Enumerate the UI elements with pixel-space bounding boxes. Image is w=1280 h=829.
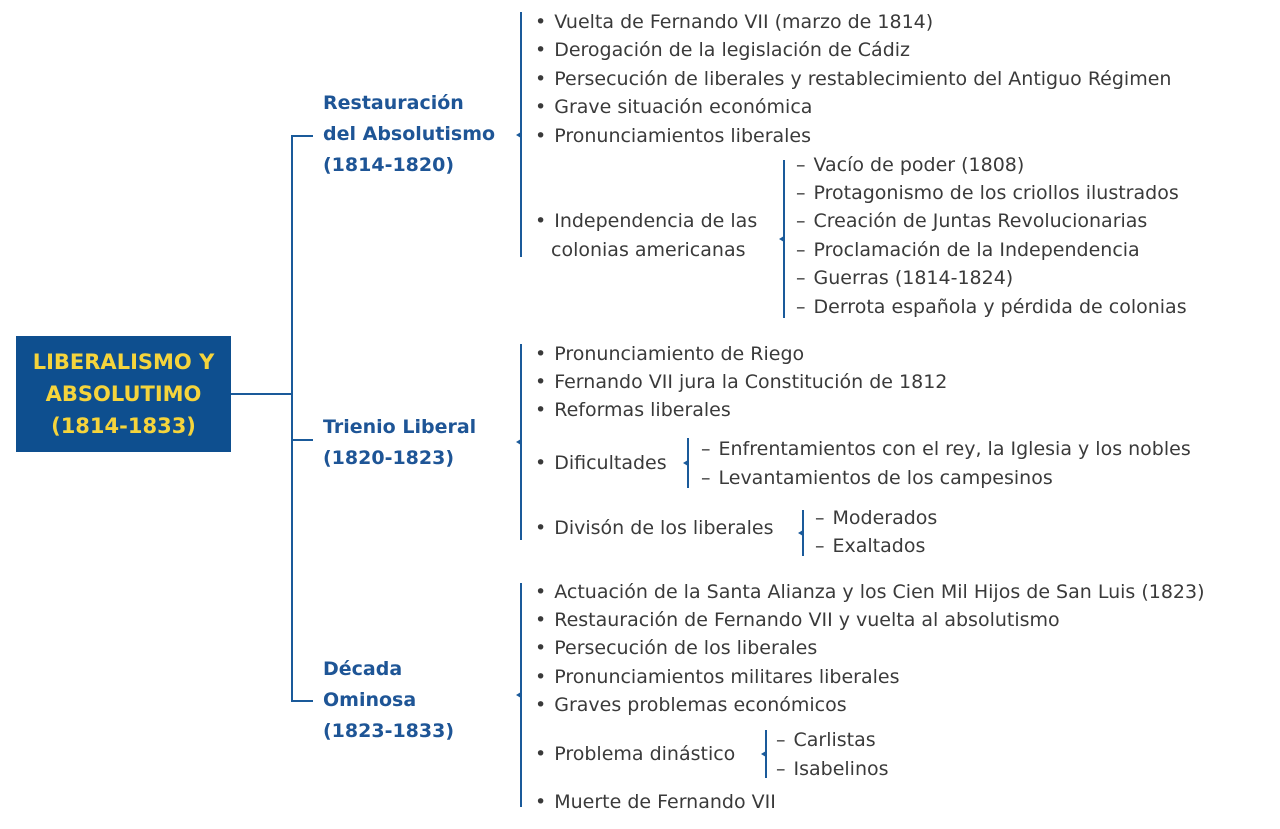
independencia-brace — [783, 160, 785, 318]
branch-1-connector — [291, 135, 313, 137]
list-item: • Persecución de liberales y restablecimiento del Antiguo Régimen — [535, 65, 1171, 93]
list-item: • Derogación de la legislación de Cádiz — [535, 36, 910, 64]
list-item: • Fernando VII jura la Constitución de 1812 — [535, 368, 947, 396]
sub-item: – Moderados — [815, 504, 937, 532]
sub-item: – Protagonismo de los criollos ilustrados — [796, 179, 1179, 207]
list-item: • Grave situación económica — [535, 93, 812, 121]
list-item: • Persecución de los liberales — [535, 634, 817, 662]
period-1-title-1: Restauración — [323, 92, 464, 114]
sub-item: – Guerras (1814-1824) — [796, 264, 1013, 292]
sub-item: – Carlistas — [776, 726, 876, 754]
group-label-division: • Divisón de los liberales — [535, 514, 774, 542]
period-2-title-2: (1820-1823) — [323, 447, 455, 469]
period-3-brace — [520, 583, 522, 807]
period-2-brace — [520, 344, 522, 540]
list-item: • Actuación de la Santa Alianza y los Cien Mil Hijos de San Luis (1823) — [535, 578, 1205, 606]
division-brace — [802, 510, 804, 556]
period-3-title-2: Ominosa — [323, 689, 417, 711]
group-label-independencia-2: colonias americanas — [551, 239, 746, 261]
group-label-problema-dinastico: • Problema dinástico — [535, 740, 735, 768]
list-item: • Restauración de Fernando VII y vuelta al absolutismo — [535, 606, 1060, 634]
list-item: • Reformas liberales — [535, 396, 731, 424]
list-item: • Pronunciamientos militares liberales — [535, 663, 899, 691]
period-3-title-1: Década — [323, 658, 403, 680]
group-label-dificultades: • Dificultades — [535, 449, 667, 477]
root-line-3: (1814-1833) — [51, 414, 196, 438]
sub-item: – Isabelinos — [776, 755, 889, 783]
period-2-title-1: Trienio Liberal — [323, 416, 477, 438]
dinastico-brace — [765, 730, 767, 778]
sub-item: – Derrota española y pérdida de colonias — [796, 293, 1187, 321]
group-label-independencia-1: • Independencia de las — [535, 207, 757, 235]
root-connector — [231, 393, 293, 395]
list-item: • Muerte de Fernando VII — [535, 788, 776, 816]
sub-item: – Vacío de poder (1808) — [796, 151, 1024, 179]
sub-item: – Exaltados — [815, 532, 925, 560]
root-box — [16, 336, 231, 452]
sub-item: – Proclamación de la Independencia — [796, 236, 1140, 264]
root-line-1: LIBERALISMO Y — [32, 350, 215, 374]
period-1-title-2: del Absolutismo — [323, 123, 496, 145]
period-1-title-3: (1814-1820) — [323, 154, 455, 176]
main-trunk — [291, 136, 293, 701]
list-item: • Vuelta de Fernando VII (marzo de 1814) — [535, 8, 933, 36]
list-item: • Graves problemas económicos — [535, 691, 847, 719]
period-3-title-3: (1823-1833) — [323, 720, 455, 742]
period-1-brace — [520, 12, 522, 257]
root-line-2: ABSOLUTIMO — [45, 382, 202, 406]
sub-item: – Levantamientos de los campesinos — [701, 464, 1053, 492]
list-item: • Pronunciamiento de Riego — [535, 340, 804, 368]
branch-2-connector — [291, 439, 313, 441]
period-trienio — [323, 412, 476, 474]
list-item: • Pronunciamientos liberales — [535, 122, 811, 150]
sub-item: – Creación de Juntas Revolucionarias — [796, 207, 1147, 235]
branch-3-connector — [291, 700, 313, 702]
period-decada — [323, 654, 454, 747]
period-restauracion — [323, 88, 495, 181]
dificultades-brace — [687, 438, 689, 488]
sub-item: – Enfrentamientos con el rey, la Iglesia y los nobles — [701, 435, 1191, 463]
